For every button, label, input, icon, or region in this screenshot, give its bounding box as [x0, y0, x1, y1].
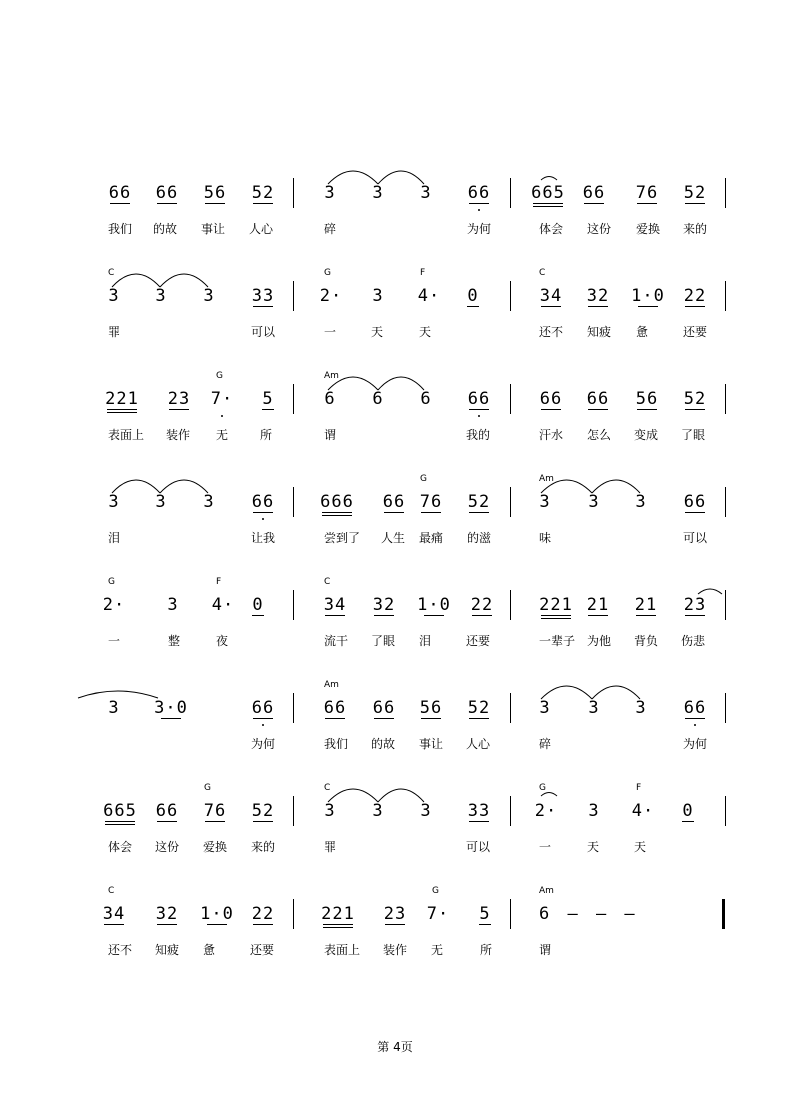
lyric-text: 泪: [419, 634, 432, 648]
note-group: 3: [108, 698, 120, 718]
beam-underline: [472, 615, 492, 616]
barline: [510, 487, 511, 517]
lyric-text: 为他: [587, 634, 612, 648]
note-group: 3: [420, 801, 432, 821]
lyric-text: 泪: [108, 531, 121, 545]
chord-symbol: C: [108, 268, 115, 278]
note-group: 22: [251, 904, 275, 924]
note-group: 3: [372, 183, 384, 203]
lyric-text: 天: [587, 840, 600, 854]
lyric-text: 为何: [251, 737, 276, 751]
note-group: 665: [531, 183, 565, 203]
slur: [378, 789, 424, 802]
lyric-text: 的故: [153, 222, 178, 236]
lyric-text: 汗水: [539, 428, 564, 442]
note-group: 4·: [631, 801, 655, 821]
lyric-text: 罪: [324, 840, 337, 854]
lyric-text: 我们: [324, 737, 349, 751]
lyric-text: 惫: [203, 943, 216, 957]
beam-underline: [157, 203, 177, 204]
beam-underline: [374, 718, 394, 719]
beam-underline: [685, 512, 705, 513]
beam-underline: [253, 512, 273, 513]
note-group: 66: [467, 183, 491, 203]
lyric-text: 体会: [108, 840, 133, 854]
barline: [725, 796, 726, 826]
lyric-text: 装作: [383, 943, 408, 957]
barline: [510, 281, 511, 311]
beam-underline: [262, 409, 274, 410]
note-group: 7·: [426, 904, 450, 924]
tie-end: [78, 691, 158, 698]
lyric-text: 可以: [683, 531, 708, 545]
beam-underline: [469, 512, 489, 513]
lyric-text: 人生: [381, 531, 406, 545]
barline: [725, 281, 726, 311]
note-group: 3: [588, 801, 600, 821]
barline: [510, 384, 511, 414]
note-group: 221: [539, 595, 573, 615]
tie-start: [698, 589, 722, 594]
note-group: 66: [539, 389, 563, 409]
note-group: 3: [203, 492, 215, 512]
beam-underline: [107, 409, 137, 410]
chord-symbol: C: [108, 886, 115, 896]
note-group: 1·0: [417, 595, 451, 615]
slur: [160, 480, 208, 493]
beam-underline: [322, 512, 352, 513]
note-group: 3: [539, 492, 551, 512]
lyric-text: 我们: [108, 222, 133, 236]
lyric-text: 碎: [324, 222, 337, 236]
lyric-text: 还要: [466, 634, 491, 648]
barline: [293, 693, 294, 723]
slur: [541, 793, 557, 797]
note-group: 5: [262, 389, 274, 409]
beam-underline: [253, 306, 273, 307]
chord-symbol: F: [420, 268, 426, 278]
beam-underline: [205, 821, 225, 822]
note-group: 2·: [319, 286, 343, 306]
barline: [510, 693, 511, 723]
beam-underline: [374, 615, 394, 616]
beam-underline: [384, 512, 404, 513]
barline: [293, 487, 294, 517]
note-group: 6: [372, 389, 384, 409]
lyric-text: 体会: [539, 222, 564, 236]
beam-underline: [541, 306, 561, 307]
note-group: 66: [155, 801, 179, 821]
note-group: 3: [372, 801, 384, 821]
note-group: 221: [105, 389, 139, 409]
beam-underline: [105, 821, 135, 822]
beam-underline: [584, 203, 604, 204]
chord-symbol: G: [420, 474, 427, 484]
note-group: 66: [155, 183, 179, 203]
beam-underline: [161, 718, 181, 719]
note-group: 66: [251, 492, 275, 512]
barline: [510, 590, 511, 620]
note-group: 3: [155, 492, 167, 512]
beam-underline: [479, 924, 491, 925]
note-group: 56: [203, 183, 227, 203]
octave-dot: [694, 724, 696, 726]
beam-underline: [107, 412, 137, 413]
note-group: 2·: [534, 801, 558, 821]
chord-symbol: F: [216, 577, 222, 587]
beam-underline: [104, 924, 124, 925]
barline: [725, 384, 726, 414]
note-group: 66: [683, 698, 707, 718]
beam-underline: [541, 409, 561, 410]
note-group: 76: [203, 801, 227, 821]
note-group: 3: [635, 698, 647, 718]
lyric-text: 为何: [683, 737, 708, 751]
beam-underline: [322, 515, 352, 516]
octave-dot: [262, 518, 264, 520]
note-group: 3: [324, 801, 336, 821]
chord-symbol: Am: [539, 886, 554, 896]
lyric-text: 一: [539, 840, 552, 854]
beam-underline: [685, 615, 705, 616]
lyric-text: 爱换: [636, 222, 661, 236]
note-group: 3: [203, 286, 215, 306]
note-group: 3: [372, 286, 384, 306]
lyric-text: 天: [371, 325, 384, 339]
beam-underline: [469, 821, 489, 822]
note-group: 1·0: [631, 286, 665, 306]
lyric-text: 一辈子: [539, 634, 576, 648]
note-group: 34: [102, 904, 126, 924]
chord-symbol: Am: [539, 474, 554, 484]
note-group: 3: [539, 698, 551, 718]
lyric-text: 流干: [324, 634, 349, 648]
lyric-text: 夜: [216, 634, 229, 648]
beam-underline: [469, 718, 489, 719]
lyric-text: 谓: [539, 943, 552, 957]
page-number: 第 4页: [377, 1040, 413, 1054]
note-group: 3: [588, 698, 600, 718]
chord-symbol: Am: [324, 680, 339, 690]
note-group: 66: [382, 492, 406, 512]
lyric-text: 怎么: [587, 428, 612, 442]
note-group: 2·: [102, 595, 126, 615]
note-group: 665: [103, 801, 137, 821]
final-barline: [722, 899, 725, 929]
chord-symbol: C: [324, 577, 331, 587]
note-group: 66: [372, 698, 396, 718]
note-group: 66: [251, 698, 275, 718]
lyric-text: 碎: [539, 737, 552, 751]
note-group: 52: [251, 801, 275, 821]
note-group: 3: [588, 492, 600, 512]
lyric-text: 罪: [108, 325, 121, 339]
beam-underline: [637, 203, 657, 204]
note-group: 3: [324, 183, 336, 203]
lyric-text: 可以: [251, 325, 276, 339]
lyric-text: 还不: [539, 325, 564, 339]
barline: [510, 796, 511, 826]
note-group: 3: [167, 595, 179, 615]
lyric-text: 最痛: [419, 531, 444, 545]
lyric-text: 这份: [587, 222, 612, 236]
lyric-text: 所: [480, 943, 493, 957]
chord-symbol: G: [432, 886, 439, 896]
beam-underline: [253, 924, 273, 925]
lyric-text: 整: [168, 634, 181, 648]
barline: [725, 178, 726, 208]
beam-underline: [682, 821, 694, 822]
note-group: 0: [252, 595, 264, 615]
beam-underline: [637, 409, 657, 410]
beam-underline: [253, 718, 273, 719]
beam-underline: [207, 924, 227, 925]
note-group: 23: [383, 904, 407, 924]
note-group: 56: [635, 389, 659, 409]
lyric-text: 味: [539, 531, 552, 545]
chord-symbol: G: [324, 268, 331, 278]
chord-symbol: C: [539, 268, 546, 278]
beam-underline: [638, 306, 658, 307]
barline: [725, 693, 726, 723]
barline: [725, 487, 726, 517]
lyric-text: 来的: [683, 222, 708, 236]
note-group: 52: [683, 183, 707, 203]
note-group: 66: [582, 183, 606, 203]
barline: [510, 899, 511, 929]
beam-underline: [157, 924, 177, 925]
beam-underline: [685, 306, 705, 307]
barline: [510, 178, 511, 208]
note-group: 52: [467, 698, 491, 718]
note-group: 32: [372, 595, 396, 615]
octave-dot: [478, 415, 480, 417]
slur: [378, 171, 424, 184]
lyric-text: 表面上: [108, 428, 145, 442]
lyric-text: 知疲: [587, 325, 612, 339]
note-group: 34: [323, 595, 347, 615]
beam-underline: [424, 615, 444, 616]
lyric-text: 无: [431, 943, 444, 957]
note-group: 6: [420, 389, 432, 409]
note-group: 3: [635, 492, 647, 512]
note-group: 33: [467, 801, 491, 821]
barline: [725, 590, 726, 620]
beam-underline: [588, 409, 608, 410]
beam-underline: [636, 615, 656, 616]
note-group: 32: [155, 904, 179, 924]
lyric-text: 谓: [324, 428, 337, 442]
lyric-text: 让我: [251, 531, 276, 545]
lyric-text: 天: [634, 840, 647, 854]
barline: [293, 281, 294, 311]
note-group: 66: [108, 183, 132, 203]
lyric-text: 变成: [634, 428, 659, 442]
lyric-text: 伤悲: [681, 634, 706, 648]
barline: [293, 384, 294, 414]
lyric-text: 还要: [683, 325, 708, 339]
beam-underline: [323, 924, 353, 925]
lyric-text: 的滋: [467, 531, 492, 545]
lyric-text: 一: [108, 634, 121, 648]
note-group: 3: [420, 183, 432, 203]
note-group: 23: [167, 389, 191, 409]
beam-underline: [685, 718, 705, 719]
note-group: 32: [586, 286, 610, 306]
note-group: 666: [320, 492, 354, 512]
lyric-text: 我的: [466, 428, 491, 442]
chord-symbol: G: [204, 783, 211, 793]
lyric-text: 天: [419, 325, 432, 339]
note-group: 221: [321, 904, 355, 924]
beam-underline: [469, 409, 489, 410]
beam-underline: [253, 203, 273, 204]
beam-underline: [533, 206, 563, 207]
octave-dot: [221, 415, 223, 417]
lyric-text: 来的: [251, 840, 276, 854]
note-group: 22: [470, 595, 494, 615]
note-group: 52: [251, 183, 275, 203]
chord-symbol: G: [539, 783, 546, 793]
note-group: 33: [251, 286, 275, 306]
note-group: 4·: [211, 595, 235, 615]
chord-symbol: C: [324, 783, 331, 793]
note-group: 76: [419, 492, 443, 512]
octave-dot: [262, 724, 264, 726]
lyric-text: 爱换: [203, 840, 228, 854]
lyric-text: 人心: [249, 222, 274, 236]
octave-dot: [478, 209, 480, 211]
note-group: 0: [682, 801, 694, 821]
beam-underline: [323, 927, 353, 928]
beam-underline: [533, 203, 563, 204]
note-group: 0: [467, 286, 479, 306]
barline: [293, 590, 294, 620]
lyric-text: 惫: [636, 325, 649, 339]
note-group: 21: [634, 595, 658, 615]
beam-underline: [541, 618, 571, 619]
beam-underline: [421, 512, 441, 513]
lyric-text: 人心: [466, 737, 491, 751]
note-group: 1·0: [200, 904, 234, 924]
note-group: 34: [539, 286, 563, 306]
chord-symbol: Am: [324, 371, 339, 381]
barline: [293, 899, 294, 929]
lyric-text: 还不: [108, 943, 133, 957]
note-group: 3: [108, 286, 120, 306]
beam-underline: [541, 615, 571, 616]
note-group: 66: [467, 389, 491, 409]
lyric-text: 一: [324, 325, 337, 339]
note-group: 66: [323, 698, 347, 718]
note-group: 52: [467, 492, 491, 512]
beam-underline: [205, 203, 225, 204]
beam-underline: [588, 306, 608, 307]
beam-underline: [252, 615, 264, 616]
lyric-text: 装作: [166, 428, 191, 442]
lyric-text: 为何: [467, 222, 492, 236]
lyric-text: 事让: [201, 222, 226, 236]
beam-underline: [385, 924, 405, 925]
barline: [293, 796, 294, 826]
lyric-text: 所: [260, 428, 273, 442]
note-group: 3·0: [154, 698, 188, 718]
note-group: 66: [683, 492, 707, 512]
lyric-text: 尝到了: [324, 531, 361, 545]
lyric-text: 了眼: [681, 428, 706, 442]
lyric-text: 可以: [466, 840, 491, 854]
beam-underline: [685, 409, 705, 410]
slur: [160, 274, 208, 287]
note-group: 66: [586, 389, 610, 409]
beam-underline: [157, 821, 177, 822]
lyric-text: 这份: [155, 840, 180, 854]
slur: [378, 377, 424, 390]
beam-underline: [469, 203, 489, 204]
beam-underline: [421, 718, 441, 719]
note-group: 3: [108, 492, 120, 512]
beam-underline: [105, 824, 135, 825]
note-group: 52: [683, 389, 707, 409]
beam-underline: [253, 821, 273, 822]
lyric-text: 知疲: [155, 943, 180, 957]
note-group: 6 – – –: [539, 904, 639, 924]
lyric-text: 事让: [419, 737, 444, 751]
beam-underline: [325, 718, 345, 719]
lyric-text: 的故: [371, 737, 396, 751]
chord-symbol: F: [636, 783, 642, 793]
note-group: 5: [479, 904, 491, 924]
chord-symbol: G: [216, 371, 223, 381]
note-group: 23: [683, 595, 707, 615]
lyric-text: 背负: [634, 634, 659, 648]
chord-symbol: G: [108, 577, 115, 587]
note-group: 56: [419, 698, 443, 718]
barline: [293, 178, 294, 208]
beam-underline: [588, 615, 608, 616]
beam-underline: [325, 615, 345, 616]
beam-underline: [467, 306, 479, 307]
beam-underline: [110, 203, 130, 204]
note-group: 7·: [210, 389, 234, 409]
note-group: 21: [586, 595, 610, 615]
note-group: 22: [683, 286, 707, 306]
lyric-text: 无: [216, 428, 229, 442]
beam-underline: [685, 203, 705, 204]
lyric-text: 还要: [250, 943, 275, 957]
lyric-text: 表面上: [324, 943, 361, 957]
note-group: 76: [635, 183, 659, 203]
beam-underline: [169, 409, 189, 410]
lyric-text: 了眼: [371, 634, 396, 648]
note-group: 4·: [417, 286, 441, 306]
note-group: 6: [324, 389, 336, 409]
slur: [541, 177, 557, 181]
note-group: 3: [155, 286, 167, 306]
